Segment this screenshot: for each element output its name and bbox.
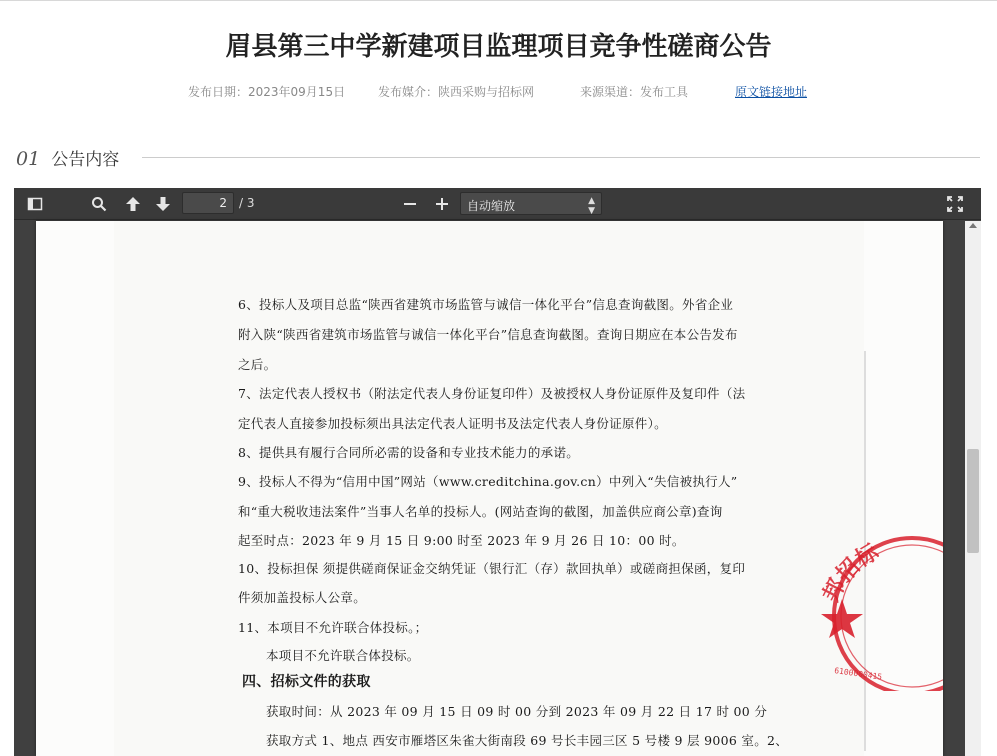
page-number-input[interactable]: 2: [182, 192, 234, 214]
source-channel: 来源渠道：发布工具: [580, 85, 689, 99]
seal-number: 6100000415: [833, 666, 883, 682]
svg-text:邦招标: [819, 538, 884, 606]
doc-line: 定代表人直接参加投标须出具法定代表人证明书及法定代表人身份证原件）。: [238, 416, 667, 431]
doc-line: 本项目不允许联合体投标。: [266, 648, 420, 663]
arrow-down-icon[interactable]: [152, 194, 174, 214]
section-number: 01: [16, 148, 41, 170]
doc-line: 6、投标人及项目总监“陕西省建筑市场监管与诚信一体化平台”信息查询截图。外省企业: [238, 297, 734, 312]
doc-line: 10、投标担保 须提供磋商保证金交纳凭证（银行汇（存）款回执单）或磋商担保函，复印: [238, 561, 746, 576]
doc-heading: 四、招标文件的获取: [242, 674, 371, 690]
doc-line: 获取时间：从 2023 年 09 月 15 日 09 时 00 分到 2023 年 09 月 22 日 17 时 00 分: [266, 704, 768, 719]
company-seal-stamp: [794, 521, 943, 691]
page-title: 眉县第三中学新建项目监理项目竞争性磋商公告: [225, 32, 772, 62]
search-icon[interactable]: [88, 194, 110, 214]
doc-line: 8、提供具有履行合同所必需的设备和专业技术能力的承诺。: [238, 445, 580, 460]
scrollbar-thumb[interactable]: [967, 449, 979, 553]
zoom-select[interactable]: [460, 192, 602, 215]
pdf-scrollbar[interactable]: [965, 221, 981, 756]
arrow-up-icon[interactable]: [122, 194, 144, 214]
page-count: / 3: [239, 196, 255, 210]
doc-line: 9、投标人不得为“信用中国”网站（www.creditchina.gov.cn）中列入“失信被执行人”: [238, 474, 738, 489]
plus-icon[interactable]: [432, 194, 452, 214]
publish-media: 发布媒介：陕西采购与招标网: [378, 85, 535, 99]
minus-icon[interactable]: [400, 194, 420, 214]
doc-line: 获取方式 1、地点 西安市雁塔区朱雀大街南段 69 号长丰园三区 5 号楼 9 层 9006 室。2、: [266, 733, 789, 748]
section-rule: [142, 157, 980, 158]
pdf-page: [36, 221, 943, 756]
section-label: 公告内容: [51, 150, 120, 170]
sidebar-toggle-icon[interactable]: [24, 194, 46, 214]
pdf-viewer: [14, 188, 981, 756]
seal-text: 邦招标: [818, 539, 884, 606]
select-arrows-icon: ▲ ▼: [588, 196, 595, 216]
zoom-value: 自动缩放: [467, 199, 516, 213]
scroll-up-icon[interactable]: [969, 223, 977, 228]
doc-line: 11、本项目不允许联合体投标。；: [238, 620, 428, 635]
doc-line: 附入陕“陕西省建筑市场监管与诚信一体化平台”信息查询截图。查询日期应在本公告发布: [238, 327, 738, 342]
doc-line: 之后。: [238, 357, 277, 372]
publish-date: 发布日期：2023年09月15日: [188, 85, 346, 99]
doc-line: 起至时点：2023 年 9 月 15 日 9:00 时至 2023 年 9 月 26 日 10：00 时。: [238, 533, 685, 548]
doc-line: 和“重大税收违法案件”当事人名单的投标人。(网站查询的截图，加盖供应商公章)查询: [238, 504, 723, 519]
section-header: [16, 145, 980, 169]
fullscreen-icon[interactable]: [944, 194, 966, 214]
pdf-toolbar: [14, 188, 981, 220]
original-link[interactable]: 原文链接地址: [735, 85, 808, 99]
doc-line: 件须加盖投标人公章。: [238, 590, 367, 605]
doc-line: 7、法定代表人授权书（附法定代表人身份证复印件）及被授权人身份证原件及复印件（法: [238, 386, 746, 401]
top-divider: [0, 0, 997, 1]
